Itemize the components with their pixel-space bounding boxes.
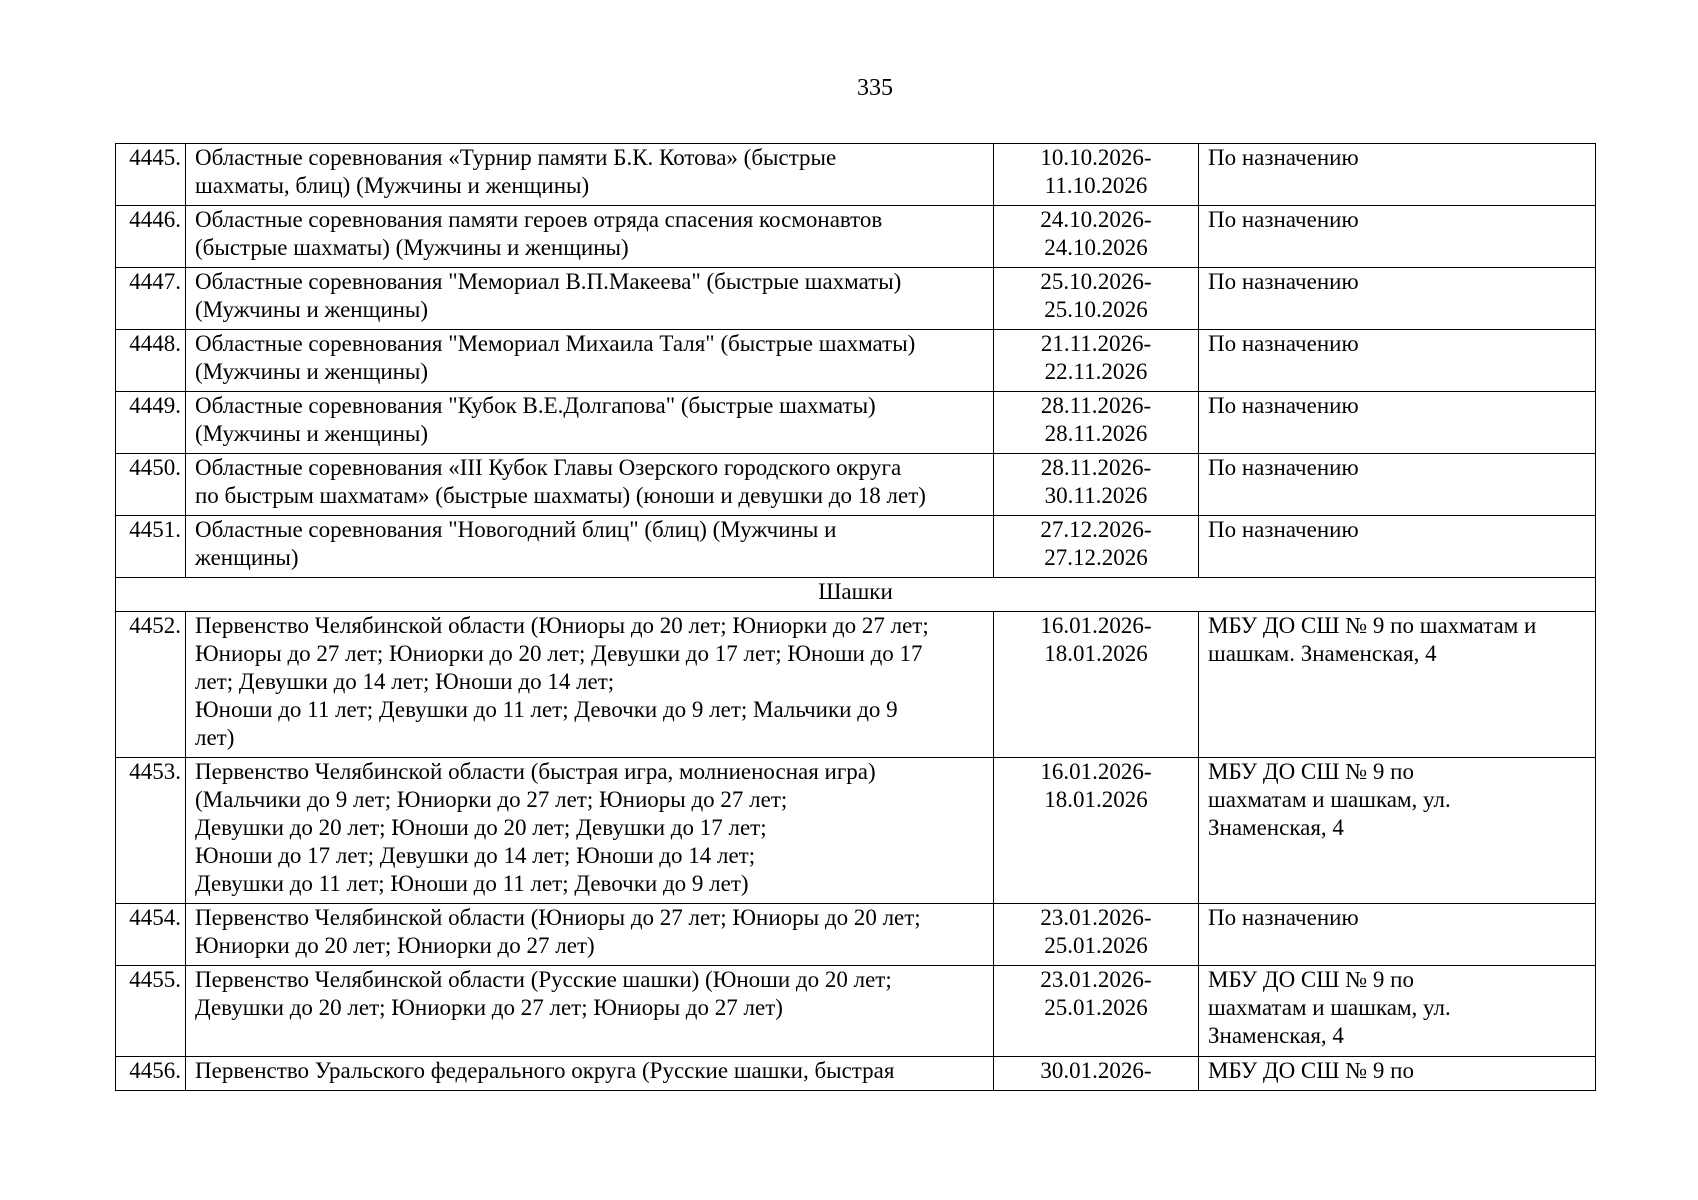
cell-line: лет) [195,725,235,750]
cell-line: Первенство Челябинской области (Юниоры до 27 лет; Юниоры до 20 лет; [195,905,921,930]
event-place-cell [1199,904,1596,966]
event-dates-cell [994,392,1199,454]
cell-line: 30.01.2026- [1040,1058,1152,1083]
event-name-cell [186,516,994,578]
table-row [116,1057,1596,1091]
event-name-cell [186,758,994,904]
row-number: 4446. [116,206,186,268]
cell-line: По назначению [1208,145,1359,170]
row-number: 4447. [116,268,186,330]
cell-line: (Мужчины и женщины) [195,297,429,322]
event-place-cell [1199,1057,1596,1091]
table-row [116,758,1596,904]
cell-line: По назначению [1208,207,1359,232]
event-dates-cell [994,1057,1199,1091]
event-dates-cell [994,330,1199,392]
row-number: 4451. [116,516,186,578]
cell-line: Девушки до 20 лет; Юниорки до 27 лет; Юниоры до 27 лет) [195,995,783,1020]
event-name-cell [186,206,994,268]
section-title: Шашки [116,578,1596,612]
event-place-cell [1199,144,1596,206]
row-number: 4455. [116,966,186,1057]
event-dates-cell [994,268,1199,330]
event-place-cell [1199,206,1596,268]
cell-line: Областные соревнования "Мемориал В.П.Макеева" (быстрые шахматы) [195,269,902,294]
cell-line: По назначению [1208,905,1359,930]
event-dates-cell [994,758,1199,904]
cell-line: Знаменская, 4 [1208,815,1344,840]
table-row [116,330,1596,392]
cell-line: 27.12.2026 [1044,545,1148,570]
row-number: 4454. [116,904,186,966]
table-row [116,904,1596,966]
cell-line: 28.11.2026- [1040,455,1152,480]
cell-line: женщины) [195,545,299,570]
event-dates-cell [994,612,1199,758]
event-place-cell [1199,330,1596,392]
cell-line: По назначению [1208,269,1359,294]
event-name-cell [186,966,994,1057]
cell-line: шахматам и шашкам, ул. [1208,787,1451,812]
cell-line: Первенство Челябинской области (быстрая игра, молниеносная игра) [195,759,876,784]
cell-line: (Мальчики до 9 лет; Юниорки до 27 лет; Юниоры до 27 лет; [195,787,788,812]
cell-line: шашкам. Знаменская, 4 [1208,641,1437,666]
cell-line: 25.10.2026 [1044,297,1148,322]
events-table [115,143,1596,1091]
row-number: 4450. [116,454,186,516]
cell-line: 23.01.2026- [1040,905,1152,930]
event-place-cell [1199,758,1596,904]
event-dates-cell [994,206,1199,268]
table-row [116,454,1596,516]
event-place-cell [1199,612,1596,758]
event-place-cell [1199,392,1596,454]
cell-line: 30.11.2026 [1044,483,1148,508]
cell-line: По назначению [1208,455,1359,480]
row-number: 4449. [116,392,186,454]
event-name-cell [186,330,994,392]
cell-line: 24.10.2026- [1040,207,1152,232]
cell-line: Юноши до 11 лет; Девушки до 11 лет; Девочки до 9 лет; Мальчики до 9 [195,697,898,722]
cell-line: Первенство Уральского федерального округа (Русские шашки, быстрая [195,1058,895,1083]
cell-line: Первенство Челябинской области (Юниоры до 20 лет; Юниорки до 27 лет; [195,613,929,638]
row-number: 4452. [116,612,186,758]
row-number: 4448. [116,330,186,392]
row-number: 4456. [116,1057,186,1091]
cell-line: 25.01.2026 [1044,933,1148,958]
cell-line: Девушки до 11 лет; Юноши до 11 лет; Девочки до 9 лет) [195,871,749,896]
cell-line: шахматы, блиц) (Мужчины и женщины) [195,173,590,198]
cell-line: (Мужчины и женщины) [195,421,429,446]
event-name-cell [186,612,994,758]
event-name-cell [186,904,994,966]
cell-line: 18.01.2026 [1044,787,1148,812]
event-place-cell [1199,268,1596,330]
row-number: 4445. [116,144,186,206]
page-number: 335 [857,75,893,101]
cell-line: МБУ ДО СШ № 9 по [1208,1058,1414,1083]
cell-line: По назначению [1208,517,1359,542]
cell-line: Областные соревнования "Новогодний блиц" (блиц) (Мужчины и [195,517,837,542]
cell-line: шахматам и шашкам, ул. [1208,995,1451,1020]
table-body [116,144,1596,1091]
event-name-cell [186,1057,994,1091]
cell-line: 27.12.2026- [1040,517,1152,542]
table-row [116,516,1596,578]
table-row [116,612,1596,758]
cell-line: 28.11.2026- [1040,393,1152,418]
event-place-cell [1199,516,1596,578]
cell-line: лет; Девушки до 14 лет; Юноши до 14 лет; [195,669,615,694]
cell-line: Первенство Челябинской области (Русские шашки) (Юноши до 20 лет; [195,967,892,992]
event-name-cell [186,454,994,516]
cell-line: 24.10.2026 [1044,235,1148,260]
cell-line: 16.01.2026- [1040,759,1152,784]
cell-line: 21.11.2026- [1040,331,1152,356]
table-row [116,966,1596,1057]
cell-line: 25.01.2026 [1044,995,1148,1020]
cell-line: 10.10.2026- [1040,145,1152,170]
cell-line: Областные соревнования «III Кубок Главы Озерского городского округа [195,455,902,480]
row-number: 4453. [116,758,186,904]
cell-line: МБУ ДО СШ № 9 по [1208,759,1414,784]
cell-line: Областные соревнования "Кубок В.Е.Долгапова" (быстрые шахматы) [195,393,876,418]
cell-line: Областные соревнования памяти героев отряда спасения космонавтов [195,207,883,232]
event-name-cell [186,268,994,330]
cell-line: МБУ ДО СШ № 9 по шахматам и [1208,613,1537,638]
event-name-cell [186,392,994,454]
cell-line: По назначению [1208,393,1359,418]
cell-line: 16.01.2026- [1040,613,1152,638]
cell-line: 25.10.2026- [1040,269,1152,294]
cell-line: (быстрые шахматы) (Мужчины и женщины) [195,235,629,260]
event-dates-cell [994,144,1199,206]
cell-line: 11.10.2026 [1044,173,1148,198]
cell-line: Юноши до 17 лет; Девушки до 14 лет; Юноши до 14 лет; [195,843,756,868]
event-place-cell [1199,966,1596,1057]
cell-line: По назначению [1208,331,1359,356]
event-place-cell [1199,454,1596,516]
cell-line: (Мужчины и женщины) [195,359,429,384]
event-dates-cell [994,966,1199,1057]
table-row [116,206,1596,268]
cell-line: Юниорки до 20 лет; Юниорки до 27 лет) [195,933,595,958]
cell-line: Знаменская, 4 [1208,1023,1344,1048]
cell-line: 23.01.2026- [1040,967,1152,992]
event-name-cell [186,144,994,206]
cell-line: 22.11.2026 [1044,359,1148,384]
cell-line: 18.01.2026 [1044,641,1148,666]
cell-line: Областные соревнования «Турнир памяти Б.К. Котова» (быстрые [195,145,837,170]
table-row [116,144,1596,206]
event-dates-cell [994,454,1199,516]
cell-line: МБУ ДО СШ № 9 по [1208,967,1414,992]
cell-line: Юниоры до 27 лет; Юниорки до 20 лет; Девушки до 17 лет; Юноши до 17 [195,641,923,666]
table-row [116,392,1596,454]
cell-line: Областные соревнования "Мемориал Михаила Таля" (быстрые шахматы) [195,331,916,356]
section-row [116,578,1596,612]
event-dates-cell [994,904,1199,966]
table-row [116,268,1596,330]
cell-line: 28.11.2026 [1044,421,1148,446]
cell-line: Девушки до 20 лет; Юноши до 20 лет; Девушки до 17 лет; [195,815,767,840]
event-dates-cell [994,516,1199,578]
cell-line: по быстрым шахматам» (быстрые шахматы) (юноши и девушки до 18 лет) [195,483,926,508]
